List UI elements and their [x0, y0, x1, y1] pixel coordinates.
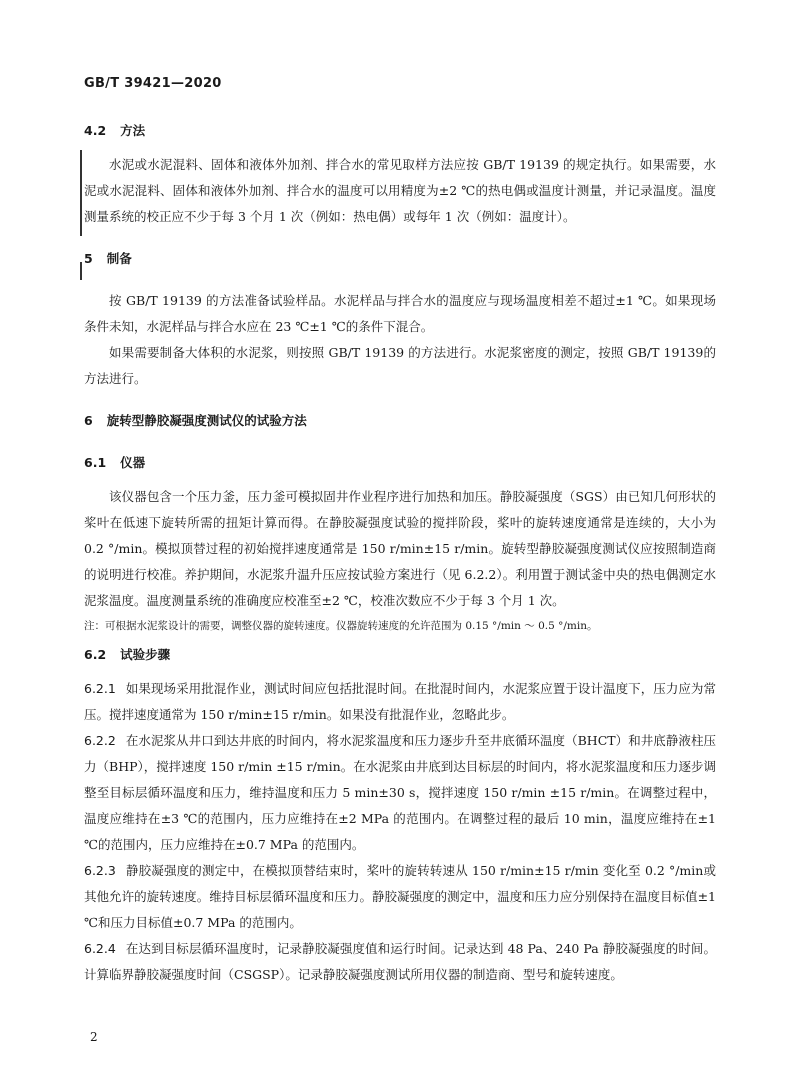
item-number: 6.2.3	[84, 863, 116, 878]
paragraph: 水泥或水泥混料、固体和液体外加剂、拌合水的常见取样方法应按 GB/T 19139 的规定执行。如果需要，水泥或水泥混料、固体和液体外加剂、拌合水的温度可以用精度为±2 ℃的热电偶或温度计测量，并记录温度。温度测量系统的校正应不少于每 3 个月 1 次（例如：热电偶）或每年 1 次（例如：温度计）。	[84, 157, 716, 224]
section-title: 旋转型静胶凝强度测试仪的试验方法	[106, 413, 307, 428]
section-title: 试验步骤	[120, 647, 171, 662]
standard-code: GB/T 39421—2020	[84, 76, 222, 91]
item-text: 如果现场采用批混作业，测试时间应包括批混时间。在批混时间内，水泥浆应置于设计温度下，压力应为常压。搅拌速度通常为 150 r/min±15 r/min。如果没有批混作业，忽略此步。	[84, 681, 716, 722]
section-number: 5	[84, 251, 93, 266]
section-number: 6.1	[84, 455, 107, 470]
section-heading-6-1	[84, 450, 716, 476]
item-text: 静胶凝强度的测定中，在模拟顶替结束时，桨叶的旋转转速从 150 r/min±15 r/min 变化至 0.2 °/min或其他允许的旋转速度。维持目标层循环温度和压力。静胶凝强度的测定中，温度和压力应分别保持在温度目标值±1 ℃和压力目标值±0.7 MPa 的范围内。	[84, 863, 716, 930]
section-heading-6-2	[84, 642, 716, 668]
item-text: 在达到目标层循环温度时，记录静胶凝强度值和运行时间。记录达到 48 Pa、240 Pa 静胶凝强度的时间。计算临界静胶凝强度时间（CSGSP）。记录静胶凝强度测试所用仪器的制造商、型号和旋转速度。	[84, 941, 716, 982]
section-number: 4.2	[84, 123, 107, 138]
margin-mark	[80, 262, 82, 280]
paragraph: 按 GB/T 19139 的方法准备试验样品。水泥样品与拌合水的温度应与现场温度相差不超过±1 ℃。如果现场条件未知，水泥样品与拌合水应在 23 ℃±1 ℃的条件下混合。	[84, 293, 716, 334]
item-text: 在水泥浆从井口到达井底的时间内，将水泥浆温度和压力逐步升至井底循环温度（BHCT）和井底静液柱压力（BHP），搅拌速度 150 r/min ±15 r/min。在水泥浆由井底到达目标层的时间内，将水泥浆温度和压力逐步调整至目标层循环温度和压力，维持温度和压力 5 min±30 s，搅拌速度 150 r/min ±15 r/min。在调整过程中，温度应维持在±3 ℃的范围内，压力应维持在±2 MPa 的范围内。在调整过程的最后 10 min，温度应维持在±1 ℃的范围内，压力应维持在±0.7 MPa 的范围内。	[84, 733, 716, 852]
page-number: 2	[90, 1030, 98, 1044]
list-item	[84, 936, 716, 988]
section-heading-6	[84, 408, 716, 434]
list-item	[84, 676, 716, 728]
note: 注：可根据水泥浆设计的需要，调整仪器的旋转速度。仪器旋转速度的允许范围为 0.15 °/min ～ 0.5 °/min。	[84, 620, 598, 632]
document-body	[84, 118, 716, 988]
item-number: 6.2.2	[84, 733, 116, 748]
item-number: 6.2.1	[84, 681, 116, 696]
item-number: 6.2.4	[84, 941, 116, 956]
section-heading-5	[84, 246, 716, 272]
section-title: 仪器	[120, 455, 146, 470]
section-number: 6	[84, 413, 93, 428]
list-item	[84, 858, 716, 936]
margin-mark	[80, 150, 82, 236]
paragraph: 如果需要制备大体积的水泥浆，则按照 GB/T 19139 的方法进行。水泥浆密度的测定，按照 GB/T 19139的方法进行。	[84, 345, 716, 386]
paragraph: 该仪器包含一个压力釜，压力釜可模拟固井作业程序进行加热和加压。静胶凝强度（SGS）由已知几何形状的桨叶在低速下旋转所需的扭矩计算而得。在静胶凝强度试验的搅拌阶段，桨叶的旋转速度通常是连续的，大小为 0.2 °/min。模拟顶替过程的初始搅拌速度通常是 150 r/min±15 r/min。旋转型静胶凝强度测试仪应按照制造商的说明进行校准。养护期间，水泥浆升温升压应按试验方案进行（见 6.2.2）。利用置于测试釜中央的热电偶测定水泥浆温度。温度测量系统的准确度应校准至±2 ℃，校准次数应不少于每 3 个月 1 次。	[84, 489, 716, 608]
list-item	[84, 728, 716, 858]
section-title: 制备	[106, 251, 132, 266]
section-number: 6.2	[84, 647, 107, 662]
section-heading-4-2	[84, 118, 716, 144]
section-title: 方法	[120, 123, 146, 138]
